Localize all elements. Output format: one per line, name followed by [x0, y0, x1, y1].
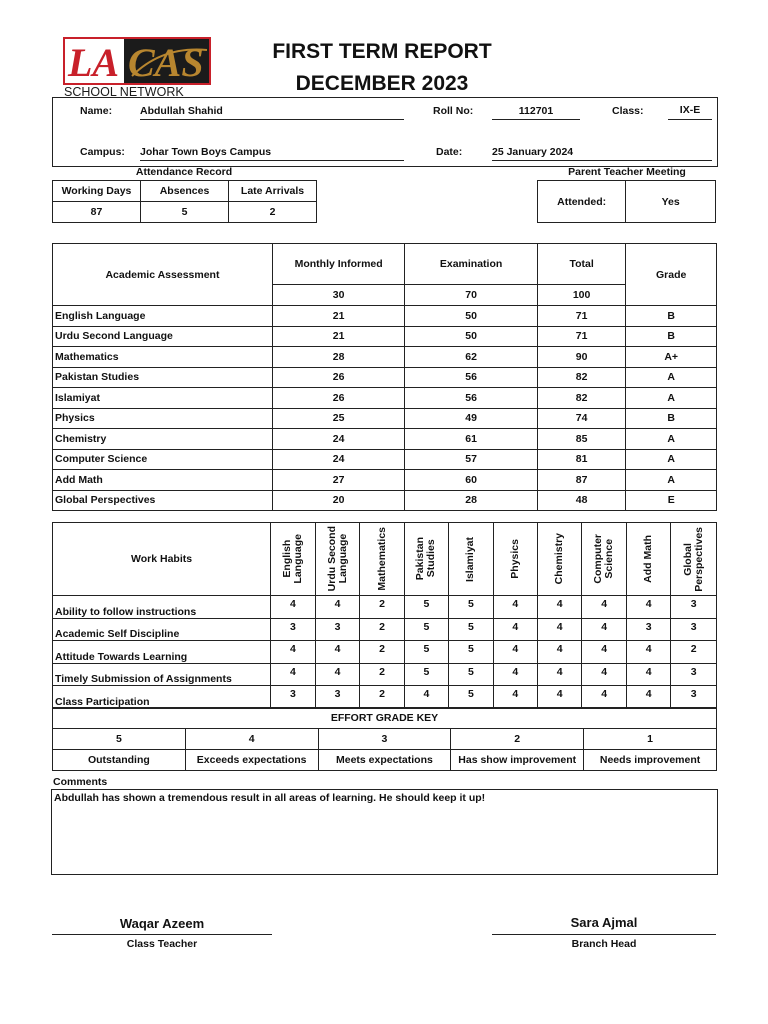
grade: A [626, 388, 717, 409]
habit-score: 4 [626, 663, 670, 686]
academic-row [53, 429, 717, 450]
habit-score: 2 [360, 641, 404, 664]
exam-score: 60 [405, 470, 538, 491]
habit-subject-header [404, 523, 449, 596]
habit-score: 3 [626, 618, 670, 641]
total-score: 82 [537, 388, 626, 409]
habit-subject-header [493, 523, 537, 596]
academic-table [52, 243, 717, 511]
habit-score: 5 [404, 618, 449, 641]
attendance-header: Absences [140, 181, 228, 202]
habit-score: 4 [582, 641, 627, 664]
effort-key-table [52, 707, 717, 771]
habit-score: 4 [315, 663, 360, 686]
effort-grade: 4 [185, 729, 318, 750]
habit-score: 4 [493, 618, 537, 641]
teacher-role: Class Teacher [126, 938, 198, 950]
habit-score: 4 [582, 596, 627, 619]
school-logo [62, 36, 212, 98]
subject-name: Pakistan Studies [53, 367, 273, 388]
logo-text-la: LA [68, 40, 120, 85]
habit-score: 5 [404, 641, 449, 664]
habit-score: 3 [671, 663, 717, 686]
habit-score: 4 [626, 641, 670, 664]
total-score: 90 [537, 347, 626, 368]
habit-name: Ability to follow instructions [53, 596, 271, 619]
ptm-table [537, 180, 716, 223]
monthly-score: 28 [272, 347, 404, 368]
habit-subject-label: Islamiyat [464, 536, 477, 582]
habit-row [53, 686, 717, 709]
grade: E [626, 490, 717, 511]
report-title: FIRST TERM REPORT [272, 40, 492, 63]
monthly-score: 21 [272, 306, 404, 327]
habit-row [53, 663, 717, 686]
monthly-score: 25 [272, 408, 404, 429]
effort-grade: 5 [53, 729, 186, 750]
late-arrivals-value: 2 [229, 202, 317, 223]
academic-row [53, 306, 717, 327]
grade: A [626, 367, 717, 388]
habit-subject-header [671, 523, 717, 596]
habit-subject-label: Global Perspectives [681, 526, 705, 592]
habit-name: Timely Submission of Assignments [53, 663, 271, 686]
subject-name: Chemistry [53, 429, 273, 450]
academic-row [53, 449, 717, 470]
habit-score: 2 [671, 641, 717, 664]
habit-score: 5 [449, 641, 493, 664]
subject-name: Mathematics [53, 347, 273, 368]
exam-score: 62 [405, 347, 538, 368]
effort-grade-label: Needs improvement [584, 750, 717, 771]
habit-score: 4 [582, 663, 627, 686]
grade: A+ [626, 347, 717, 368]
work-habits-table [52, 522, 717, 709]
total-score: 85 [537, 429, 626, 450]
student-name: Abdullah Shahid [140, 105, 404, 120]
head-signature: Sara Ajmal [570, 915, 638, 930]
effort-grade-label: Outstanding [53, 750, 186, 771]
class-value: IX-E [668, 104, 712, 120]
habit-score: 4 [493, 686, 537, 709]
monthly-score: 27 [272, 470, 404, 491]
subject-name: Physics [53, 408, 273, 429]
max-exam: 70 [405, 285, 538, 306]
habit-subject-label: Physics [508, 539, 521, 579]
max-monthly: 30 [272, 285, 404, 306]
habit-score: 2 [360, 663, 404, 686]
roll-label: Roll No: [433, 105, 474, 117]
exam-score: 49 [405, 408, 538, 429]
col-grade: Grade [626, 244, 717, 306]
monthly-score: 24 [272, 449, 404, 470]
habit-subject-label: Urdu Second Language [325, 526, 349, 592]
habit-score: 4 [315, 596, 360, 619]
academic-row [53, 490, 717, 511]
academic-row [53, 470, 717, 491]
habit-subject-header [626, 523, 670, 596]
campus-label: Campus: [80, 146, 125, 158]
habit-subject-label: Chemistry [553, 533, 566, 585]
habit-subject-label: Computer Science [592, 534, 616, 584]
habit-score: 4 [538, 618, 582, 641]
attendance-title: Attendance Record [135, 166, 233, 178]
max-total: 100 [537, 285, 626, 306]
total-score: 81 [537, 449, 626, 470]
total-score: 71 [537, 306, 626, 327]
habit-score: 4 [493, 641, 537, 664]
habit-name: Attitude Towards Learning [53, 641, 271, 664]
habit-score: 5 [449, 596, 493, 619]
subject-name: English Language [53, 306, 273, 327]
monthly-score: 21 [272, 326, 404, 347]
habit-score: 3 [315, 618, 360, 641]
date-label: Date: [436, 146, 463, 158]
exam-score: 56 [405, 367, 538, 388]
habit-subject-header [360, 523, 404, 596]
habit-name: Class Participation [53, 686, 271, 709]
habit-score: 4 [582, 618, 627, 641]
total-score: 82 [537, 367, 626, 388]
exam-score: 61 [405, 429, 538, 450]
col-examination: Examination [405, 244, 538, 285]
total-score: 48 [537, 490, 626, 511]
total-score: 87 [537, 470, 626, 491]
teacher-signature: Waqar Azeem [119, 916, 205, 931]
date-value: 25 January 2024 [492, 146, 712, 161]
absences-value: 5 [140, 202, 228, 223]
col-monthly-informed: Monthly Informed [272, 244, 404, 285]
habit-subject-label: Pakistan Studies [414, 537, 438, 581]
head-signature-line [492, 934, 716, 935]
habit-subject-header [271, 523, 316, 596]
habit-subject-label: Mathematics [375, 527, 388, 591]
grade: B [626, 326, 717, 347]
exam-score: 50 [405, 326, 538, 347]
habit-score: 3 [315, 686, 360, 709]
habit-score: 4 [315, 641, 360, 664]
attendance-header: Working Days [53, 181, 141, 202]
ptm-title: Parent Teacher Meeting [568, 166, 686, 178]
grade: A [626, 449, 717, 470]
head-role: Branch Head [571, 938, 637, 950]
name-label: Name: [80, 105, 113, 117]
ptm-value: Yes [626, 181, 716, 223]
effort-grade-label: Exceeds expectations [185, 750, 318, 771]
campus-value: Johar Town Boys Campus [140, 146, 404, 161]
teacher-signature-line [52, 934, 272, 935]
monthly-score: 26 [272, 367, 404, 388]
comments-box [51, 789, 718, 875]
habit-score: 3 [671, 686, 717, 709]
report-subtitle: DECEMBER 2023 [295, 72, 469, 95]
academic-row [53, 388, 717, 409]
habit-score: 4 [493, 663, 537, 686]
effort-key-title: EFFORT GRADE KEY [53, 708, 717, 729]
comments-label: Comments [53, 776, 108, 788]
class-label: Class: [612, 105, 644, 117]
work-habits-title: Work Habits [53, 523, 271, 596]
habit-score: 2 [360, 596, 404, 619]
grade: B [626, 408, 717, 429]
habit-score: 4 [271, 663, 316, 686]
habit-score: 4 [271, 641, 316, 664]
grade: A [626, 429, 717, 450]
col-total: Total [537, 244, 626, 285]
exam-score: 50 [405, 306, 538, 327]
total-score: 74 [537, 408, 626, 429]
effort-grade-label: Meets expectations [318, 750, 451, 771]
logo-text-cas: CAS [128, 40, 204, 85]
habit-score: 5 [404, 663, 449, 686]
habit-score: 3 [271, 686, 316, 709]
habit-score: 3 [671, 618, 717, 641]
habit-score: 4 [626, 686, 670, 709]
habit-score: 2 [360, 618, 404, 641]
habit-score: 4 [271, 596, 316, 619]
habit-score: 2 [360, 686, 404, 709]
academic-row [53, 408, 717, 429]
subject-name: Urdu Second Language [53, 326, 273, 347]
habit-score: 4 [538, 596, 582, 619]
attendance-table [52, 180, 317, 223]
habit-subject-header [315, 523, 360, 596]
habit-subject-header [449, 523, 493, 596]
attendance-header: Late Arrivals [229, 181, 317, 202]
habit-row [53, 596, 717, 619]
habit-score: 5 [404, 596, 449, 619]
subject-name: Add Math [53, 470, 273, 491]
effort-grade-label: Has show improvement [451, 750, 584, 771]
subject-name: Global Perspectives [53, 490, 273, 511]
habit-score: 3 [671, 596, 717, 619]
exam-score: 56 [405, 388, 538, 409]
subject-name: Computer Science [53, 449, 273, 470]
roll-number: 112701 [492, 105, 580, 120]
habit-score: 4 [404, 686, 449, 709]
academic-row [53, 367, 717, 388]
working-days-value: 87 [53, 202, 141, 223]
habit-subject-header [582, 523, 627, 596]
habit-score: 4 [493, 596, 537, 619]
habit-name: Academic Self Discipline [53, 618, 271, 641]
habit-subject-label: Add Math [642, 535, 655, 583]
academic-row [53, 347, 717, 368]
academic-row [53, 326, 717, 347]
habit-score: 4 [538, 686, 582, 709]
effort-grade: 2 [451, 729, 584, 750]
grade: B [626, 306, 717, 327]
habit-score: 4 [626, 596, 670, 619]
monthly-score: 20 [272, 490, 404, 511]
academic-title: Academic Assessment [53, 244, 273, 306]
subject-name: Islamiyat [53, 388, 273, 409]
habit-subject-label: English Language [280, 534, 304, 584]
exam-score: 28 [405, 490, 538, 511]
habit-score: 4 [582, 686, 627, 709]
exam-score: 57 [405, 449, 538, 470]
ptm-label: Attended: [538, 181, 626, 223]
habit-score: 5 [449, 663, 493, 686]
comments-text: Abdullah has shown a tremendous result in all areas of learning. He should keep it up! [54, 792, 486, 804]
grade: A [626, 470, 717, 491]
habit-score: 5 [449, 686, 493, 709]
habit-score: 5 [449, 618, 493, 641]
habit-subject-header [538, 523, 582, 596]
habit-score: 4 [538, 641, 582, 664]
habit-row [53, 641, 717, 664]
monthly-score: 26 [272, 388, 404, 409]
effort-grade: 3 [318, 729, 451, 750]
habit-score: 4 [538, 663, 582, 686]
habit-row [53, 618, 717, 641]
logo-subtitle: SCHOOL NETWORK [64, 85, 184, 98]
monthly-score: 24 [272, 429, 404, 450]
total-score: 71 [537, 326, 626, 347]
habit-score: 3 [271, 618, 316, 641]
effort-grade: 1 [584, 729, 717, 750]
